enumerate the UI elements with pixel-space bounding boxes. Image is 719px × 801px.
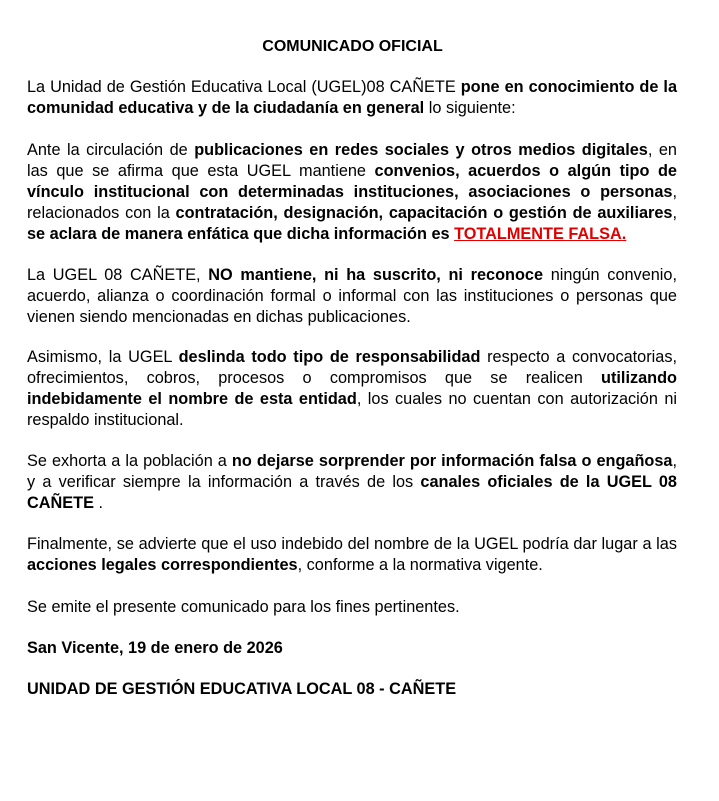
- p4-text-e: , los cuales no cuentan con autorización ni respaldo institucional.: [27, 390, 677, 429]
- date-line: [27, 638, 677, 659]
- p4-text-a: Asimismo, la UGEL: [27, 348, 179, 366]
- p5-text-c: , y a verificar siempre la información a través de los: [27, 452, 677, 491]
- p4-bold-d: utilizando indebidamente el nombre de esta entidad: [27, 369, 677, 408]
- signature-line: [27, 679, 677, 700]
- p2-bold-b: publicaciones en redes sociales y otros medios digitales: [194, 141, 648, 159]
- p5-text-a: Se exhorta a la población a: [27, 452, 232, 470]
- p2-text-g: ,: [672, 204, 677, 222]
- legal-warning-paragraph: [27, 534, 677, 576]
- intro-text: La Unidad de Gestión Educativa Local (UGEL)08 CAÑETE: [27, 78, 461, 96]
- date-text: San Vicente, 19 de enero de 2026: [27, 639, 283, 657]
- p2-text-e: , relacionados con la: [27, 183, 677, 222]
- p6-text-a: Finalmente, se advierte que el uso indebido del nombre de la UGEL podría dar lugar a las: [27, 535, 677, 553]
- signature-text: UNIDAD DE GESTIÓN EDUCATIVA LOCAL 08 - CAÑETE: [27, 680, 457, 698]
- p5-text-e: .: [93, 494, 104, 512]
- falsehood-paragraph: [27, 140, 677, 245]
- p5-bold-d: canales oficiales de la UGEL 08 CAÑETE: [27, 473, 677, 512]
- intro-end-text: lo siguiente:: [424, 99, 516, 117]
- p2-text-a: Ante la circulación de: [27, 141, 195, 159]
- p4-bold-b: deslinda todo tipo de responsabilidad: [178, 348, 481, 366]
- totally-false-label: TOTALMENTE FALSA: [454, 225, 622, 243]
- p6-bold-b: acciones legales correspondientes: [27, 556, 298, 574]
- p3-bold-b: NO mantiene, ni ha suscrito, ni reconoce: [208, 266, 544, 284]
- intro-paragraph: [27, 77, 677, 119]
- exhortation-paragraph: [27, 451, 677, 514]
- totally-false-period: .: [621, 225, 627, 243]
- p4-text-c: respecto a convocatorias, ofrecimientos, cobros, procesos o compromisos que se realicen: [27, 348, 677, 387]
- p2-bold-d: convenios, acuerdos o algún tipo de vínculo institucional con determinadas instituciones, asociaciones o personas: [27, 162, 677, 201]
- p2-bold-h: se aclara de manera enfática que dicha información es: [27, 225, 455, 243]
- p3-text-c: ningún convenio, acuerdo, alianza o coordinación formal o informal con las instituciones o personas que vienen siendo mencionadas en dichas publicaciones.: [27, 266, 677, 326]
- document-title: COMUNICADO OFICIAL: [262, 38, 443, 55]
- p5-bold-b: no dejarse sorprender por información falsa o engañosa: [231, 452, 673, 470]
- disclaimer-paragraph: [27, 347, 677, 431]
- closing-paragraph: Se emite el presente comunicado para los fines pertinentes.: [27, 598, 460, 616]
- p2-bold-f: contratación, designación, capacitación o gestión de auxiliares: [175, 204, 673, 222]
- p6-text-c: , conforme a la normativa vigente.: [297, 556, 543, 574]
- intro-bold-text: pone en conocimiento de la comunidad educativa y de la ciudadanía en general: [27, 78, 677, 117]
- denial-paragraph: [27, 265, 677, 328]
- p2-text-c: , en las que se afirma que esta UGEL mantiene: [27, 141, 677, 180]
- p3-text-a: La UGEL 08 CAÑETE,: [27, 266, 209, 284]
